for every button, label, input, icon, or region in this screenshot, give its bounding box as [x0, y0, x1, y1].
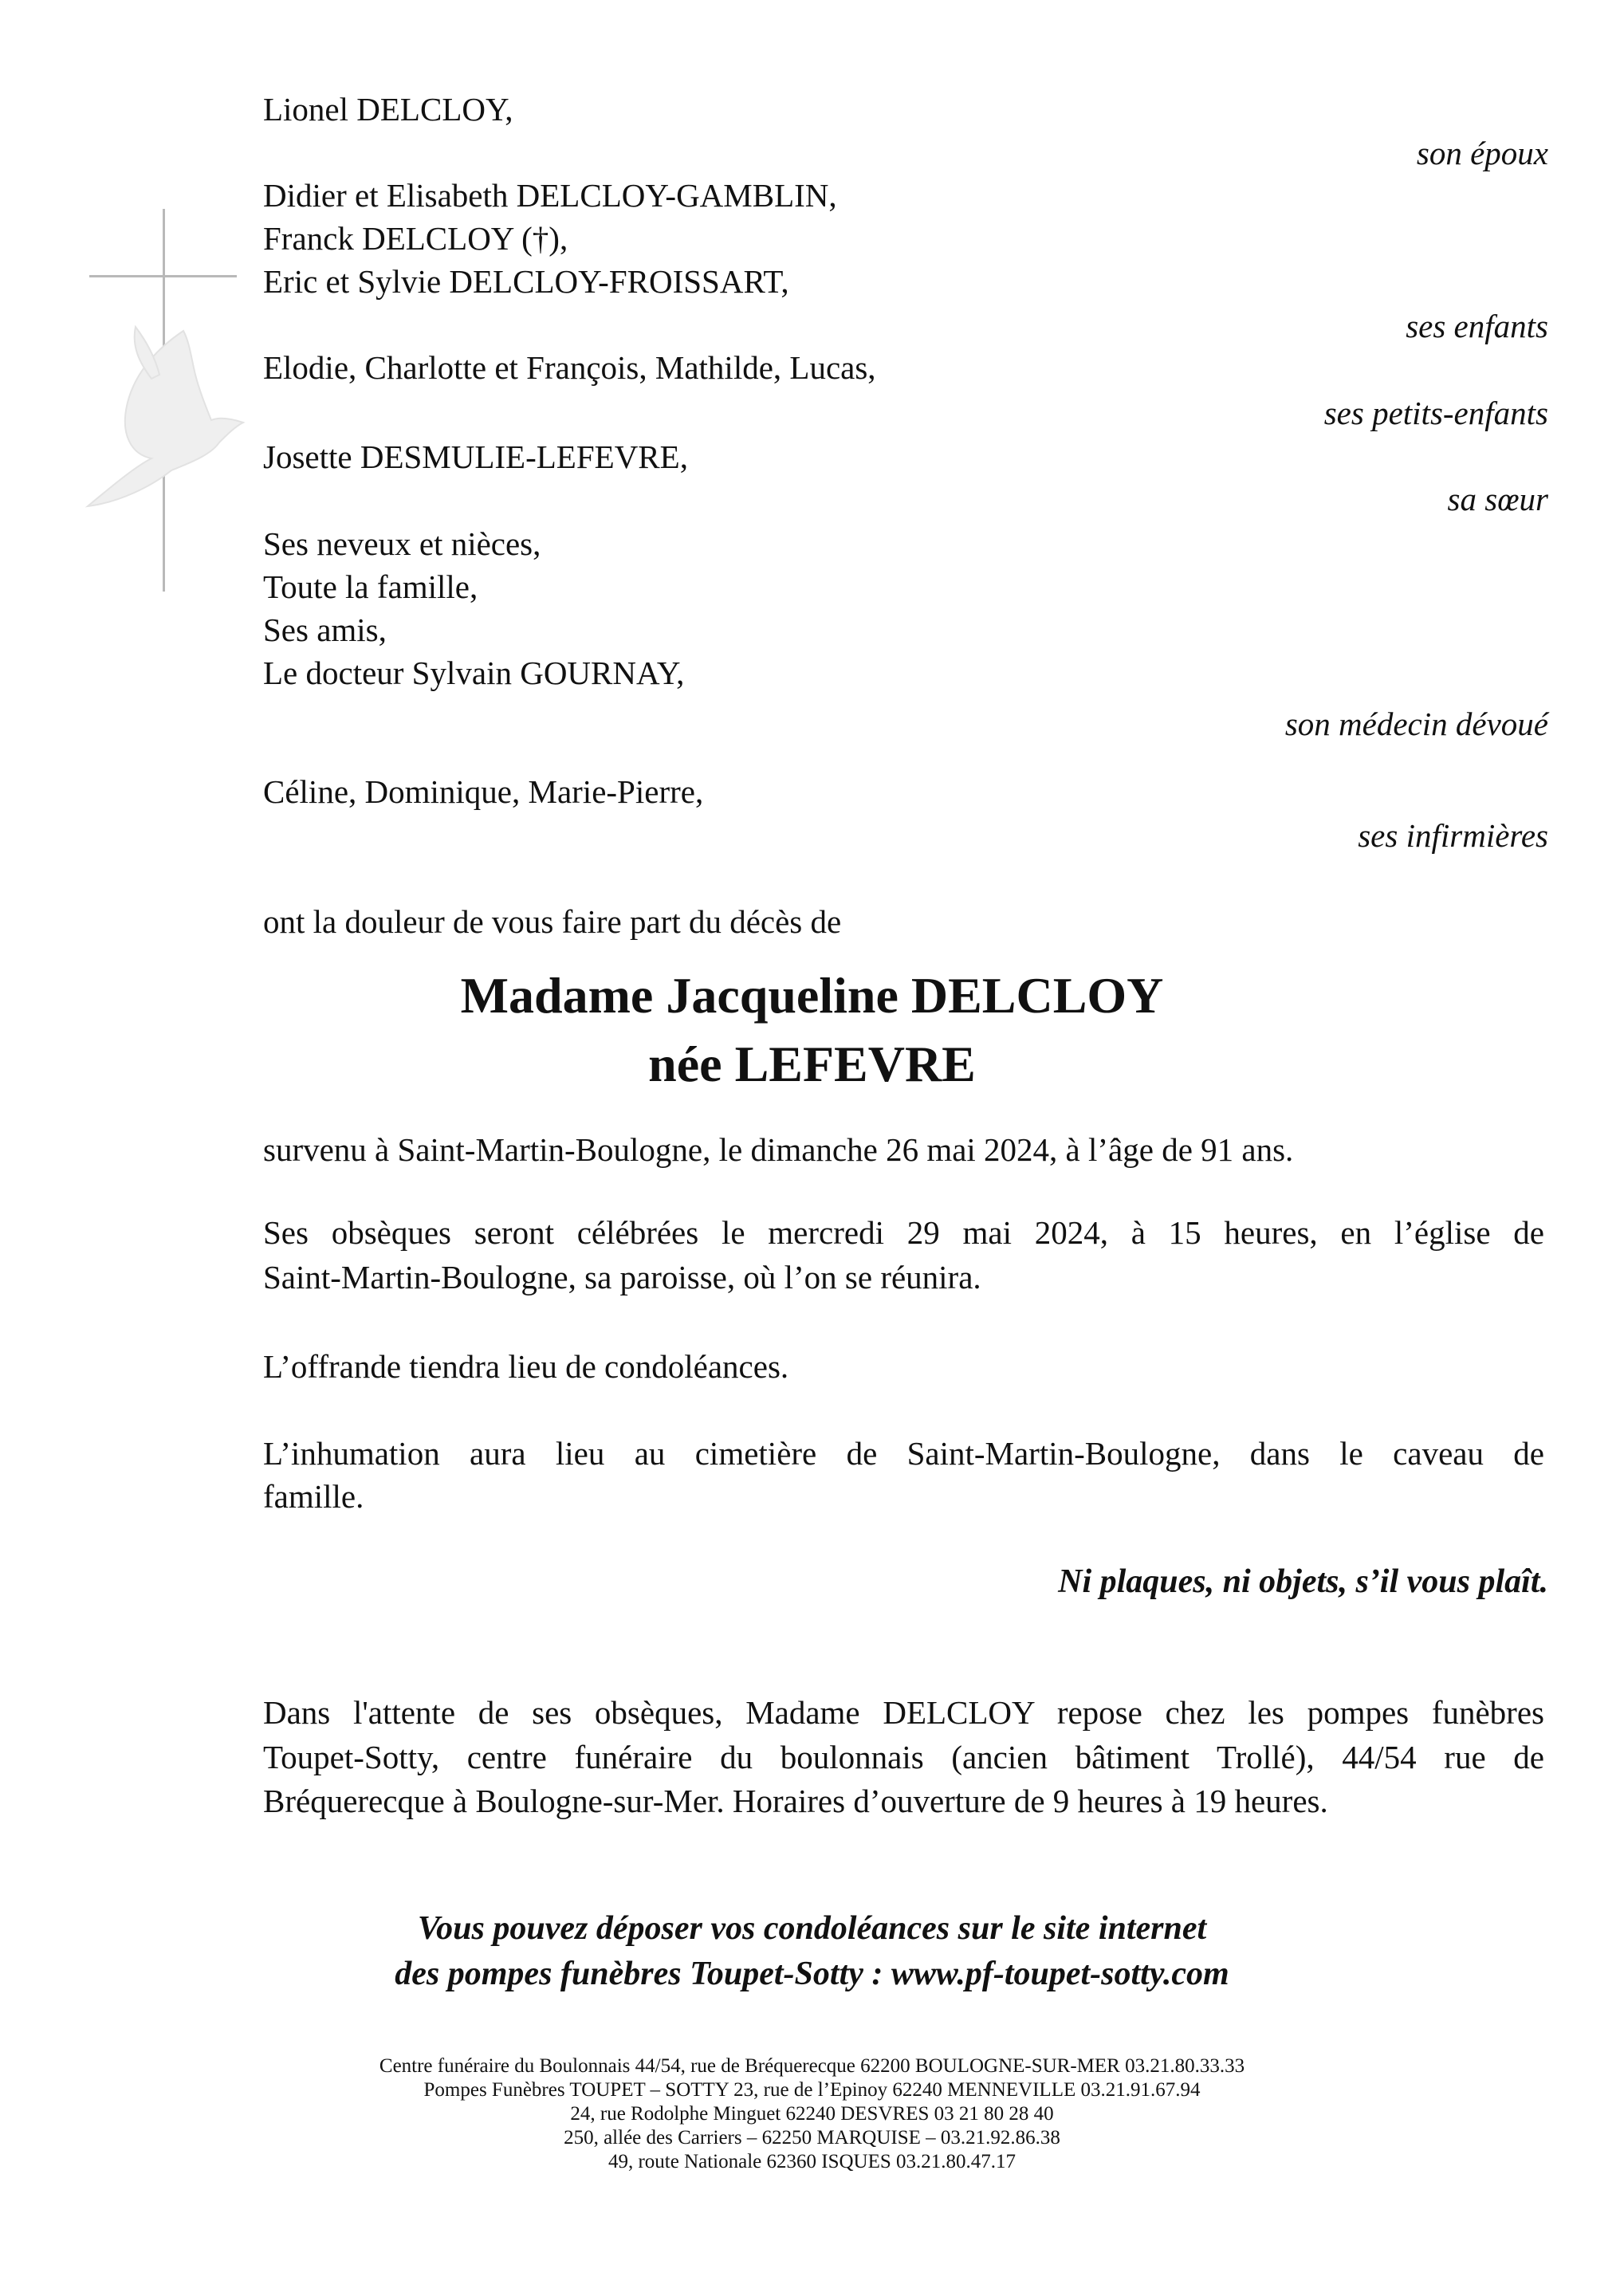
spouse-name: Lionel DELCLOY, — [263, 91, 513, 128]
spouse-relation: son époux — [1416, 135, 1548, 171]
condolences-website-line: des pompes funèbres Toupet-Sotty : www.pf-toupet-sotty.com — [395, 1956, 1229, 1992]
visitation-line: Toupet-Sotty, centre funéraire du boulonnais (ancien bâtiment Trollé), 44/54 rue de — [263, 1739, 1544, 1775]
announcement-text: ont la douleur de vous faire part du décès de — [263, 903, 842, 940]
visitation-line: Dans l'attente de ses obsèques, Madame DELCLOY repose chez les pompes funèbres — [263, 1694, 1544, 1731]
burial-details-line: famille. — [263, 1478, 364, 1515]
dove-icon — [64, 315, 247, 522]
nurses-names: Céline, Dominique, Marie-Pierre, — [263, 773, 704, 810]
footer-line: 49, route Nationale 62360 ISQUES 03.21.80.47.17 — [608, 2151, 1016, 2172]
others-line: Toute la famille, — [263, 568, 478, 605]
footer-line: 250, allée des Carriers – 62250 MARQUISE – 03.21.92.86.38 — [564, 2127, 1060, 2149]
doctor-relation: son médecin dévoué — [1284, 706, 1548, 742]
child-name: Franck DELCLOY (†), — [263, 220, 568, 257]
nurses-relation: ses infirmières — [1358, 817, 1548, 854]
footer-line: Pompes Funèbres TOUPET – SOTTY 23, rue de l’Epinoy 62240 MENNEVILLE 03.21.91.67.94 — [423, 2079, 1201, 2101]
burial-details-line: L’inhumation aura lieu au cimetière de Saint-Martin-Boulogne, dans le caveau de — [263, 1435, 1544, 1472]
visitation-line: Bréquerecque à Boulogne-sur-Mer. Horaires d’ouverture de 9 heures à 19 heures. — [263, 1783, 1328, 1819]
offering-note: L’offrande tiendra lieu de condoléances. — [263, 1348, 789, 1385]
others-line: Ses amis, — [263, 611, 387, 648]
sister-relation: sa sœur — [1447, 481, 1548, 517]
no-flowers-note: Ni plaques, ni objets, s’il vous plaît. — [1058, 1563, 1548, 1600]
others-line: Ses neveux et nièces, — [263, 525, 541, 562]
death-details: survenu à Saint-Martin-Boulogne, le dimanche 26 mai 2024, à l’âge de 91 ans. — [263, 1131, 1294, 1168]
doctor-name: Le docteur Sylvain GOURNAY, — [263, 655, 685, 691]
deceased-name: Madame Jacqueline DELCLOY — [460, 967, 1164, 1024]
grandchildren-relation: ses petits-enfants — [1323, 395, 1548, 431]
child-name: Didier et Elisabeth DELCLOY-GAMBLIN, — [263, 177, 837, 214]
funeral-details-line: Ses obsèques seront célébrées le mercredi 29 mai 2024, à 15 heures, en l’église de — [263, 1214, 1544, 1251]
deceased-maiden-name: née LEFEVRE — [648, 1036, 976, 1092]
footer-line: Centre funéraire du Boulonnais 44/54, rue de Bréquerecque 62200 BOULOGNE-SUR-MER 03.21.80.33.33 — [379, 2055, 1245, 2077]
footer-line: 24, rue Rodolphe Minguet 62240 DESVRES 03 21 80 28 40 — [570, 2103, 1054, 2125]
funeral-details-line: Saint-Martin-Boulogne, sa paroisse, où l’on se réunira. — [263, 1259, 981, 1295]
child-name: Eric et Sylvie DELCLOY-FROISSART, — [263, 263, 789, 300]
sister-name: Josette DESMULIE-LEFEVRE, — [263, 438, 688, 475]
grandchildren-names: Elodie, Charlotte et François, Mathilde, Lucas, — [263, 349, 876, 386]
condolences-line: Vous pouvez déposer vos condoléances sur le site internet — [417, 1910, 1207, 1947]
children-relation: ses enfants — [1406, 308, 1548, 344]
cross-horizontal-bar — [89, 275, 237, 277]
